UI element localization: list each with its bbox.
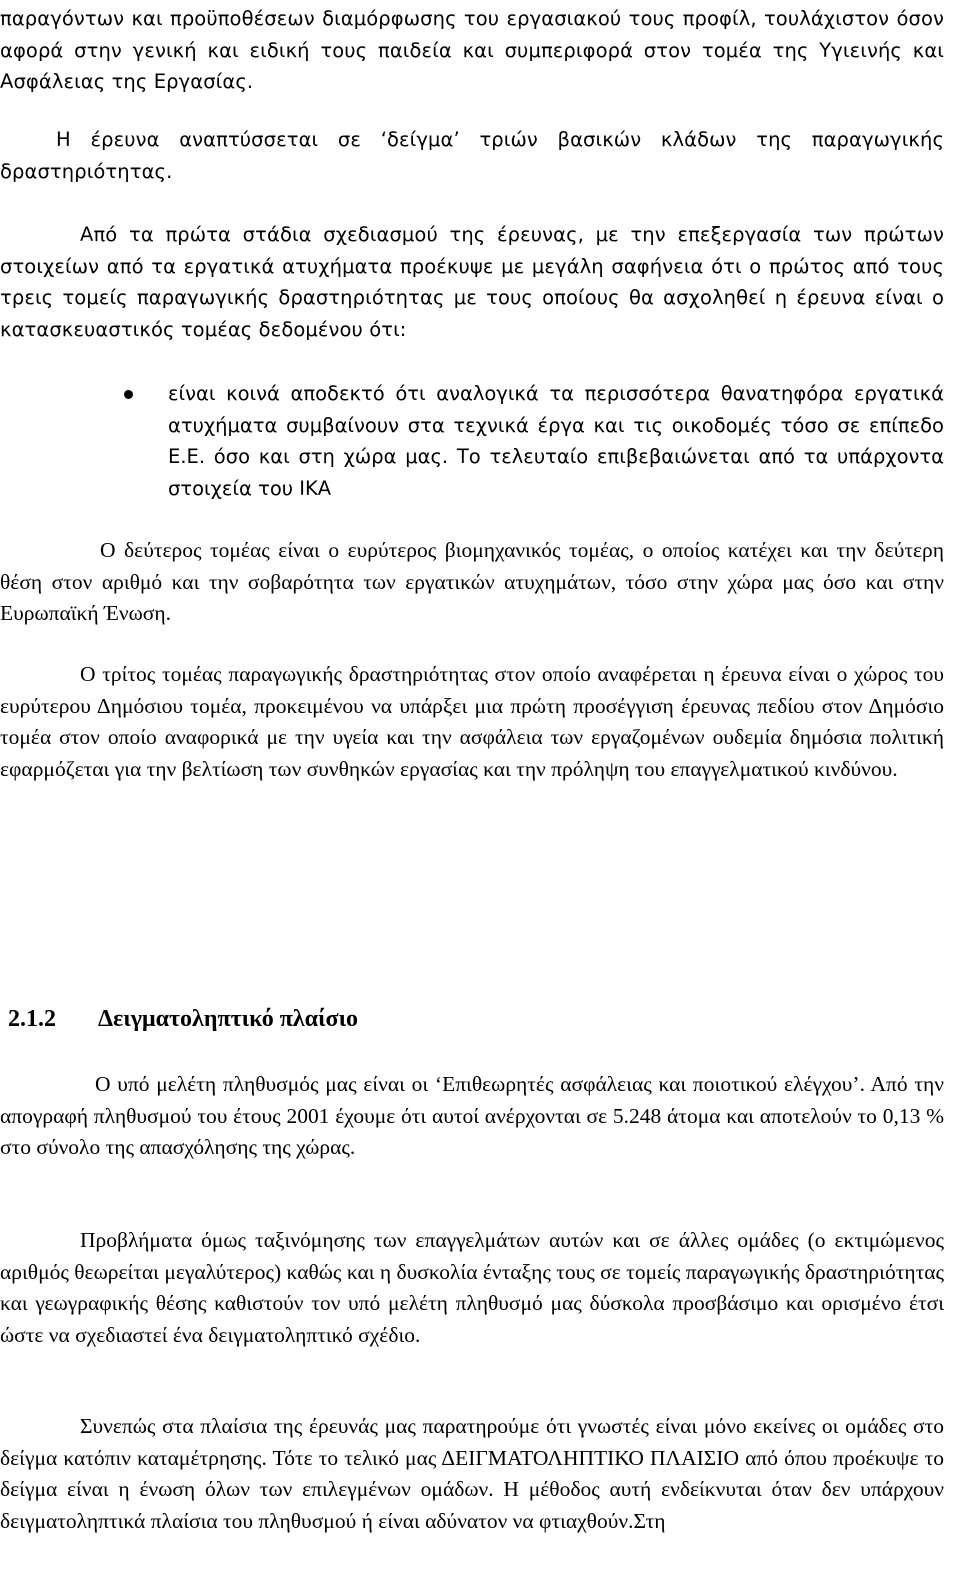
problems-paragraph (0, 1225, 944, 1351)
third-sector-paragraph (0, 659, 944, 785)
research-paragraph (0, 124, 944, 187)
problems-text: Προβλήματα όμως ταξινόμησης των επαγγελμάτων αυτών και σε άλλες ομάδες (ο εκτιμώμενος αριθμός θεωρείται μεγαλύτερος) καθώς και η δυσκολία ένταξης τους σε τομείς παραγωγικής δραστηριότητας και γεωγραφικής θέσης καθιστούν τον υπό μελέτη πληθυσμό μας δύσκολα προσβάσιμο και ορισμένο έτσι ώστε να σχεδιαστεί ένα δειγματοληπτικό σχέδιο. (0, 1228, 944, 1347)
section-title: Δειγματοληπτικό πλαίσιο (98, 1006, 359, 1032)
bullet-icon (124, 390, 133, 399)
consequently-text: Συνεπώς στα πλαίσια της έρευνάς μας παρατηρούμε ότι γνωστές είναι μόνο εκείνες οι ομάδες στο δείγμα κατόπιν καταμέτρησης. Τότε το τελικό μας ΔΕΙΓΜΑΤΟΛΗΠΤΙΚΟ ΠΛΑΙΣΙΟ από όπου προέκυψε το δείγμα είναι η ένωση όλων των επιλεγμένων ομάδων. Η μέθοδος αυτή ενδείκνυται όταν δεν υπάρχουν δειγματοληπτικά πλαίσια του πληθυσμού ή είναι αδύνατον να φτιαχθούν.Στη (0, 1414, 944, 1533)
section-heading (8, 1003, 358, 1035)
second-sector-text: Ο δεύτερος τομέας είναι ο ευρύτερος βιομηχανικός τομέας, ο οποίος κατέχει και την δεύτερη θέση στον αριθμό και την σοβαρότητα των εργατικών ατυχημάτων, τόσο στην χώρα μας όσο και στην Ευρωπαϊκή Ένωση. (0, 538, 944, 625)
stages-paragraph (0, 219, 944, 345)
second-sector-paragraph (0, 535, 944, 630)
research-text: Η έρευνα αναπτύσσεται σε ‘δείγμα’ τριών βασικών κλάδων της παραγωγικής δραστηριότητας. (0, 128, 944, 183)
third-sector-text: Ο τρίτος τομέας παραγωγικής δραστηριότητας στον οποίο αναφέρεται η έρευνα είναι ο χώρος του ευρύτερου Δημόσιου τομέα, προκειμένου να υπάρξει μια πρώτη προσέγγιση έρευνας πεδίου στον Δημόσιο τομέα στον οποίο αναφορικά με την υγεία και την ασφάλεια των εργαζομένων ουδεμία δημόσια πολιτική εφαρμόζεται για την βελτίωση των συνθηκών εργασίας και την πρόληψη του επαγγελματικού κινδύνου. (0, 662, 944, 781)
population-paragraph (0, 1069, 944, 1164)
bullet-text: είναι κοινά αποδεκτό ότι αναλογικά τα περισσότερα θανατηφόρα εργατικά ατυχήματα συμβαίνουν στα τεχνικά έργα και τις οικοδομές τόσο σε επίπεδο Ε.Ε. όσο και στη χώρα μας. Το τελευταίο επιβεβαιώνεται από τα υπάρχοντα στοιχεία του ΙΚΑ (168, 382, 944, 500)
stages-text: Από τα πρώτα στάδια σχεδιασμού της έρευνας, με την επεξεργασία των πρώτων στοιχείων από τα εργατικά ατυχήματα προέκυψε με μεγάλη σαφήνεια ότι ο πρώτος από τους τρεις τομείς παραγωγικής δραστηριότητας με τους οποίους θα ασχοληθεί η έρευνα είναι ο κατασκευαστικός τομέας δεδομένου ότι: (0, 223, 944, 341)
section-number: 2.1.2 (8, 1006, 56, 1032)
intro-text: παραγόντων και προϋποθέσεων διαμόρφωσης του εργασιακού τους προφίλ, τουλάχιστον όσον αφορά στην γενική και ειδική τους παιδεία και συμπεριφορά στον τομέα της Υγιεινής και Ασφάλειας της Εργασίας. (0, 7, 944, 93)
population-text: Ο υπό μελέτη πληθυσμός μας είναι οι ‘Επιθεωρητές ασφάλειας και ποιοτικού ελέγχου’. Από την απογραφή πληθυσμού του έτους 2001 έχουμε ότι αυτοί ανέρχονται σε 5.248 άτομα και αποτελούν το 0,13 % στο σύνολο της απασχόλησης της χώρας. (0, 1072, 944, 1159)
consequently-paragraph (0, 1411, 944, 1537)
intro-paragraph (0, 3, 944, 98)
